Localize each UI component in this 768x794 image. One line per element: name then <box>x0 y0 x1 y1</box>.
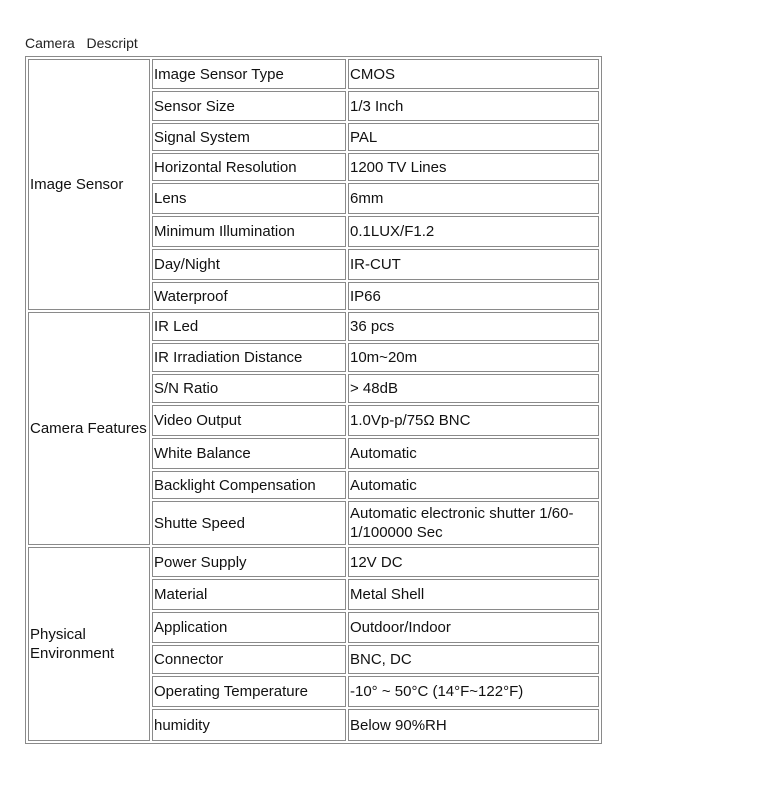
spec-table-container <box>25 56 602 744</box>
spec-label: Video Output <box>152 405 346 436</box>
spec-value: Automatic <box>348 438 599 469</box>
spec-label: Application <box>152 612 346 643</box>
spec-value: PAL <box>348 123 599 151</box>
table-row <box>28 312 599 341</box>
spec-label: Image Sensor Type <box>152 59 346 89</box>
spec-value: 12V DC <box>348 547 599 577</box>
spec-value: -10° ~ 50°C (14°F~122°F) <box>348 676 599 707</box>
spec-label: Waterproof <box>152 282 346 310</box>
spec-label: IR Irradiation Distance <box>152 343 346 372</box>
spec-value: BNC, DC <box>348 645 599 674</box>
spec-label: Shutte Speed <box>152 501 346 545</box>
table-row <box>28 59 599 89</box>
spec-value: 10m~20m <box>348 343 599 372</box>
spec-value: 36 pcs <box>348 312 599 341</box>
spec-value: 6mm <box>348 183 599 214</box>
spec-label: Connector <box>152 645 346 674</box>
spec-label: Signal System <box>152 123 346 151</box>
spec-label: Minimum Illumination <box>152 216 346 247</box>
spec-value: IP66 <box>348 282 599 310</box>
spec-label: Sensor Size <box>152 91 346 121</box>
spec-label: White Balance <box>152 438 346 469</box>
spec-value: > 48dB <box>348 374 599 403</box>
spec-value: Automatic <box>348 471 599 499</box>
category-cell: Camera Features <box>28 312 150 545</box>
spec-value: Metal Shell <box>348 579 599 610</box>
spec-value: Outdoor/Indoor <box>348 612 599 643</box>
category-cell: Image Sensor <box>28 59 150 310</box>
table-row <box>28 547 599 577</box>
spec-value: Automatic electronic shutter 1/60-1/100000 Sec <box>348 501 599 545</box>
spec-label: Day/Night <box>152 249 346 280</box>
spec-label: Lens <box>152 183 346 214</box>
spec-label: Horizontal Resolution <box>152 153 346 181</box>
spec-value: 1.0Vp-p/75Ω BNC <box>348 405 599 436</box>
spec-value: 0.1LUX/F1.2 <box>348 216 599 247</box>
spec-label: Operating Temperature <box>152 676 346 707</box>
spec-value: 1200 TV Lines <box>348 153 599 181</box>
spec-label: Power Supply <box>152 547 346 577</box>
category-cell: Physical Environment <box>28 547 150 741</box>
spec-label: Backlight Compensation <box>152 471 346 499</box>
spec-value: IR-CUT <box>348 249 599 280</box>
spec-value: Below 90%RH <box>348 709 599 741</box>
spec-label: IR Led <box>152 312 346 341</box>
spec-table <box>25 56 602 744</box>
page-title: Camera Descript <box>25 35 138 51</box>
spec-label: Material <box>152 579 346 610</box>
spec-value: 1/3 Inch <box>348 91 599 121</box>
spec-label: humidity <box>152 709 346 741</box>
spec-value: CMOS <box>348 59 599 89</box>
spec-label: S/N Ratio <box>152 374 346 403</box>
spec-table-body <box>28 59 599 741</box>
